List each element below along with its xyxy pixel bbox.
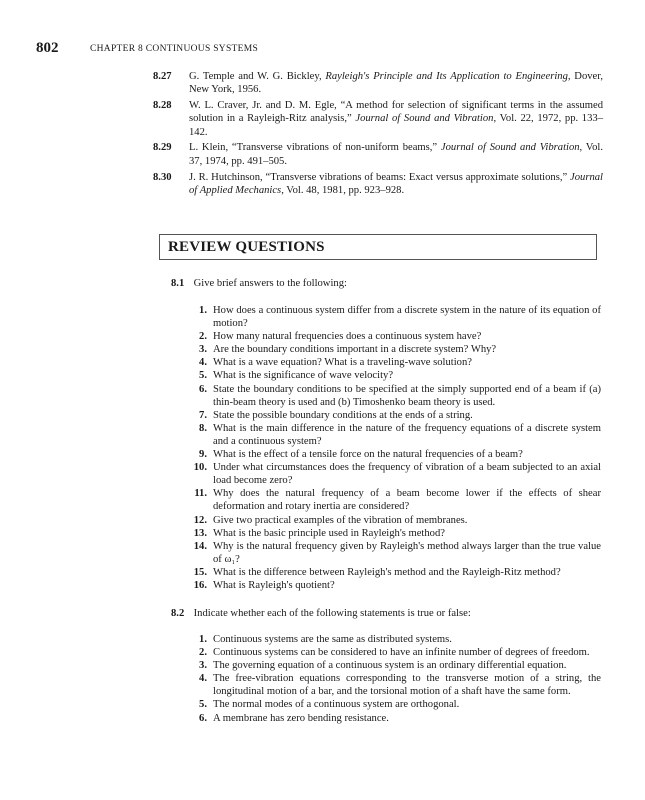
question-8-2-list	[189, 633, 601, 725]
item-number: 4.	[199, 357, 207, 369]
item-number: 14.	[193, 540, 207, 552]
item-text: What is the effect of a tensile force on the natural frequencies of a beam?	[213, 449, 523, 461]
chapter-label: CHAPTER 8 CONTINUOUS SYSTEMS	[90, 44, 259, 54]
item-text: What is the main difference in the nature of the frequency equations of a discrete system and a continuous system?	[213, 422, 601, 447]
question-8-1-prompt	[171, 277, 601, 290]
item-text: The governing equation of a continuous system is an ordinary differential equation.	[213, 660, 567, 672]
page-header	[36, 40, 609, 60]
item-text: What is a wave equation? What is a traveling-wave solution?	[213, 357, 472, 369]
item-text: State the possible boundary conditions at the ends of a string.	[213, 409, 473, 421]
question-prompt: Give brief answers to the following:	[193, 278, 347, 289]
item-number: 3.	[199, 344, 207, 356]
reference-item	[153, 171, 603, 198]
reference-authors: L. Klein, “Transverse vibrations of non-uniform beams,”	[189, 142, 441, 154]
list-item	[189, 698, 601, 711]
reference-title: Journal of Sound and Vibration	[355, 113, 494, 125]
item-number: 10.	[193, 462, 207, 474]
page-number: 802	[36, 40, 59, 56]
question-prompt: Indicate whether each of the following statements is true or false:	[193, 608, 471, 619]
review-questions-heading-box	[159, 234, 597, 260]
list-item	[189, 383, 601, 409]
item-number: 3.	[199, 660, 207, 672]
list-item	[189, 646, 601, 659]
list-item	[189, 330, 601, 343]
reference-item	[153, 141, 603, 168]
list-item	[189, 579, 601, 592]
item-number: 11.	[194, 488, 207, 500]
list-item	[189, 356, 601, 369]
reference-item	[153, 99, 603, 139]
reference-authors: G. Temple and W. G. Bickley,	[189, 71, 326, 82]
item-text: Why is the natural frequency given by Rayleigh's method always larger than the true value of ω₁?	[213, 540, 601, 565]
item-text: What is Rayleigh's quotient?	[213, 579, 335, 591]
list-item	[189, 461, 601, 487]
reference-list	[153, 70, 603, 200]
reference-authors: J. R. Hutchinson, “Transverse vibrations of beams: Exact versus approximate solutions,”	[189, 171, 571, 183]
reference-details: , Vol. 48, 1981, pp. 923–928.	[281, 184, 405, 196]
item-text: State the boundary conditions to be specified at the simply supported end of a beam if (a) thin-beam theory is used and (b) Timoshenko beam theory is used.	[213, 383, 601, 408]
question-8-2-prompt	[171, 607, 601, 620]
item-number: 9.	[199, 449, 207, 461]
item-text: Why does the natural frequency of a beam become lower if the effects of shear deformation and rotary inertia are considered?	[213, 488, 601, 513]
list-item	[189, 343, 601, 356]
item-text: Continuous systems can be considered to have an infinite number of degrees of freedom.	[213, 647, 590, 659]
item-text: Give two practical examples of the vibration of membranes.	[213, 514, 468, 526]
item-text: What is the significance of wave velocity?	[213, 370, 394, 382]
section-title: REVIEW QUESTIONS	[168, 239, 325, 255]
list-item	[189, 540, 601, 566]
reference-details: , Dover, New York, 1956.	[189, 71, 604, 96]
item-number: 1.	[199, 634, 207, 645]
reference-number: 8.29	[153, 142, 172, 154]
item-number: 4.	[199, 673, 207, 685]
item-text: What is the difference between Rayleigh's method and the Rayleigh-Ritz method?	[213, 566, 561, 578]
item-number: 7.	[199, 409, 207, 421]
reference-number: 8.27	[153, 71, 172, 82]
list-item	[189, 422, 601, 448]
list-item	[189, 527, 601, 540]
list-item	[189, 409, 601, 422]
reference-number: 8.30	[153, 171, 172, 183]
question-number: 8.2	[171, 608, 185, 619]
item-number: 5.	[199, 699, 207, 711]
list-item	[189, 566, 601, 579]
list-item	[189, 712, 601, 725]
reference-authors: W. L. Craver, Jr. and D. M. Egle, “A method for selection of significant terms in the assumed solution in a Rayleigh-Ritz analysis,”	[189, 100, 603, 125]
item-number: 13.	[193, 527, 207, 539]
item-text: What is the basic principle used in Rayleigh's method?	[213, 527, 445, 539]
item-number: 2.	[199, 647, 207, 659]
item-number: 2.	[199, 331, 207, 343]
item-text: The free-vibration equations corresponding to the transverse motion of a string, the longitudinal motion of a bar, and the torsional motion of a shaft have the same form.	[213, 673, 601, 698]
list-item	[189, 448, 601, 461]
item-number: 1.	[199, 305, 207, 316]
list-item	[189, 487, 601, 513]
list-item	[189, 514, 601, 527]
item-text: Are the boundary conditions important in a discrete system? Why?	[213, 344, 497, 356]
question-number: 8.1	[171, 278, 185, 289]
reference-details: , Vol. 37, 1974, pp. 491–505.	[189, 142, 603, 167]
list-item	[189, 672, 601, 698]
item-number: 12.	[193, 514, 207, 526]
reference-number: 8.28	[153, 100, 172, 112]
item-text: Continuous systems are the same as distributed systems.	[213, 634, 452, 645]
reference-title: Journal of Sound and Vibration	[440, 142, 580, 154]
item-text: How does a continuous system differ from a discrete system in the nature of its equation of motion?	[213, 305, 601, 330]
list-item	[189, 659, 601, 672]
list-item	[189, 369, 601, 382]
reference-title: Rayleigh's Principle and Its Application to Engineering	[325, 71, 568, 82]
item-number: 8.	[199, 422, 207, 434]
item-number: 5.	[199, 370, 207, 382]
item-number: 15.	[193, 566, 207, 578]
item-number: 6.	[199, 383, 207, 395]
reference-title: Journal of Applied Mechanics	[189, 171, 603, 196]
list-item	[189, 304, 601, 330]
question-8-1-list	[189, 304, 601, 592]
item-text: The normal modes of a continuous system are orthogonal.	[213, 699, 460, 711]
item-text: How many natural frequencies does a continuous system have?	[213, 331, 482, 343]
item-number: 16.	[193, 579, 207, 591]
item-number: 6.	[199, 712, 207, 724]
list-item	[189, 633, 601, 646]
item-text: A membrane has zero bending resistance.	[213, 712, 389, 724]
reference-item	[153, 70, 603, 97]
reference-details: , Vol. 22, 1972, pp. 133–142.	[189, 113, 603, 138]
item-text: Under what circumstances does the frequency of vibration of a beam subjected to an axial load become zero?	[213, 462, 601, 487]
